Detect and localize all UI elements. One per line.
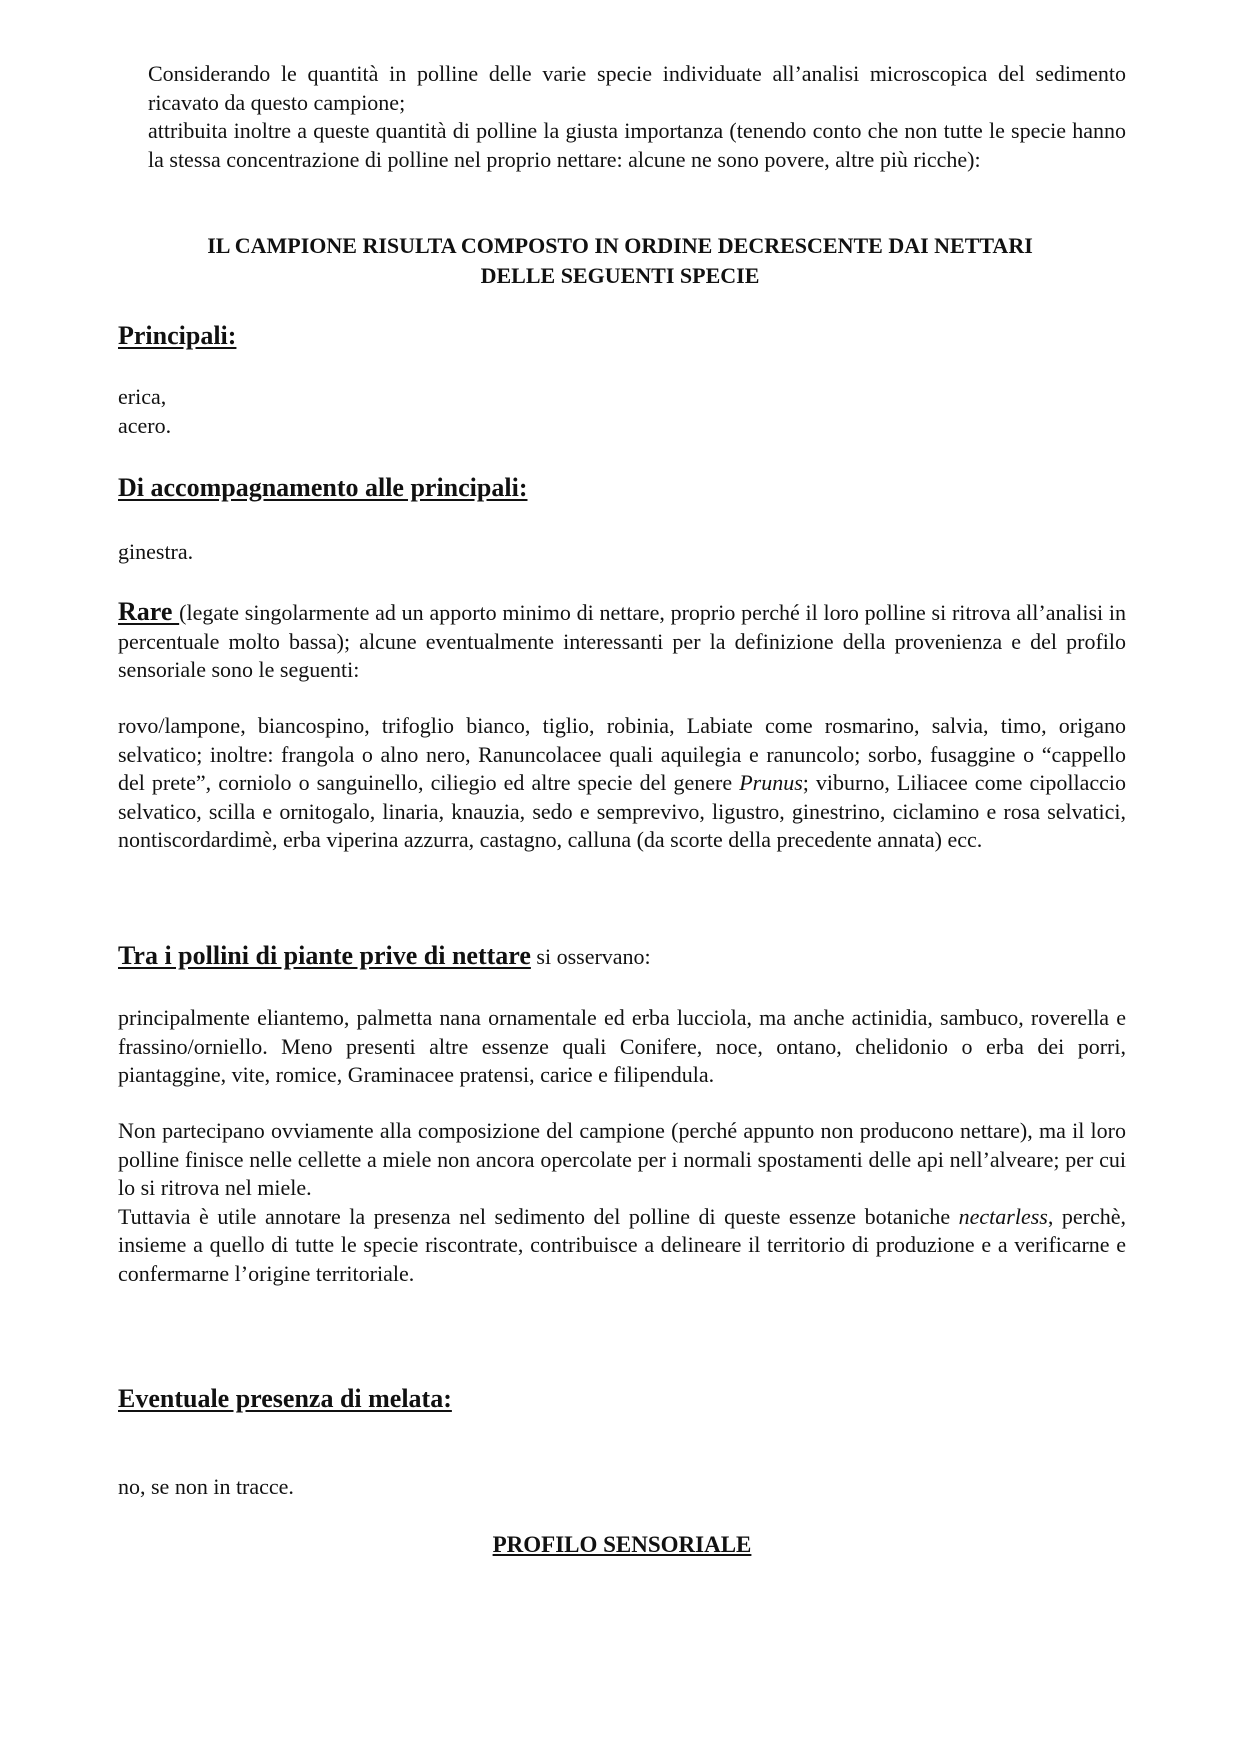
- principali-item: acero.: [118, 412, 172, 438]
- nectarless-note-2-part-1: Tuttavia è utile annotare la presenza nel sedimento del polline di queste essenze botaniche: [118, 1203, 959, 1229]
- accompagnamento-item: ginestra.: [118, 539, 194, 564]
- nectarless-term: nectarless: [958, 1203, 1048, 1229]
- intro-line-1: Considerando le quantità in polline delle varie specie individuate all’analisi microscopica del sedimento ricavato da questo campione;: [148, 61, 1126, 115]
- melata-title: Eventuale presenza di melata:: [118, 1384, 452, 1413]
- nectarless-heading: [118, 942, 1126, 972]
- intro-line-2: attribuita inoltre a queste quantità di polline la giusta importanza (tenendo conto che non tutte le specie hanno la stessa concentrazione di polline nel proprio nettare: alcune ne sono povere, altre più ricche):: [148, 118, 1126, 172]
- profilo-sensoriale-title: PROFILO SENSORIALE: [492, 1532, 752, 1557]
- principali-list: [118, 383, 1126, 440]
- composition-heading-line-2: DELLE SEGUENTI SPECIE: [480, 263, 760, 288]
- accompagnamento-title: Di accompagnamento alle principali:: [118, 473, 528, 502]
- rare-list-genus: Prunus: [739, 770, 803, 795]
- nectarless-note-2: [118, 1203, 1126, 1289]
- principali-item: erica,: [118, 384, 167, 409]
- nectarless-species: principalmente eliantemo, palmetta nana ornamentale ed erba lucciola, ma anche actinidia, sambuco, roverella e frassino/orniello. Meno presenti altre essenze quali Conifere, noce, ontano, chelidonio o erba dei porri, piantaggine, vite, romice, Graminacee pratensi, carice e filipendula.: [118, 1005, 1126, 1087]
- nectarless-note-2-part-2: , perchè, insieme a quello di tutte le specie riscontrate, contribuisce a delineare il territorio di produzione e a verificarne e confermarne l’origine territoriale.: [118, 1203, 1126, 1286]
- nectarless-title-suffix: si osservano:: [530, 944, 651, 969]
- melata-text: no, se non in tracce.: [118, 1474, 294, 1499]
- rare-species-list: [118, 712, 1126, 855]
- nectarless-title: Tra i pollini di piante prive di nettare: [118, 941, 531, 970]
- rare-list-part-1: rovo/lampone, biancospino, trifoglio bianco, tiglio, robinia, Labiate come rosmarino, salvia, timo, origano selvatico; inoltre: frangola o alno nero, Ranuncolacee quali aquilegia e ranuncolo; sorbo, fusaggine o “cappello del prete”, corniolo o sanguinello, ciliegio ed altre specie del genere: [118, 713, 1126, 795]
- accompagnamento-list: [118, 538, 1126, 567]
- rare-list-part-2: ; viburno, Liliacee come cipollaccio selvatico, scilla e ornitogalo, linaria, knauzia, sedo e semprevivo, ligustro, ginestrino, ciclamino e rosa selvatici, nontiscordardimè, erba viperina azzurra, castagno, calluna (da scorte della precedente annata) ecc.: [118, 770, 1126, 852]
- rare-paragraph: [118, 598, 1126, 685]
- principali-title: Principali:: [118, 321, 237, 350]
- rare-intro: (legate singolarmente ad un apporto minimo di nettare, proprio perché il loro polline si ritrova all’analisi in percentuale molto bassa); alcune eventualmente interessanti per la definizione della provenienza e del profilo sensoriale sono le seguenti:: [118, 600, 1127, 682]
- composition-heading: [130, 231, 1110, 291]
- nectarless-note-1: Non partecipano ovviamente alla composizione del campione (perché appunto non producono nettare), ma il loro polline finisce nelle cellette a miele non ancora opercolate per i normali spostamenti delle api nell’alveare; per cui lo si ritrova nel miele.: [118, 1118, 1126, 1200]
- intro-paragraph: [148, 60, 1126, 174]
- composition-heading-line-1: IL CAMPIONE RISULTA COMPOSTO IN ORDINE DECRESCENTE DAI NETTARI: [207, 233, 1033, 258]
- nectarless-notes: [118, 1117, 1126, 1288]
- rare-title: Rare: [118, 597, 180, 626]
